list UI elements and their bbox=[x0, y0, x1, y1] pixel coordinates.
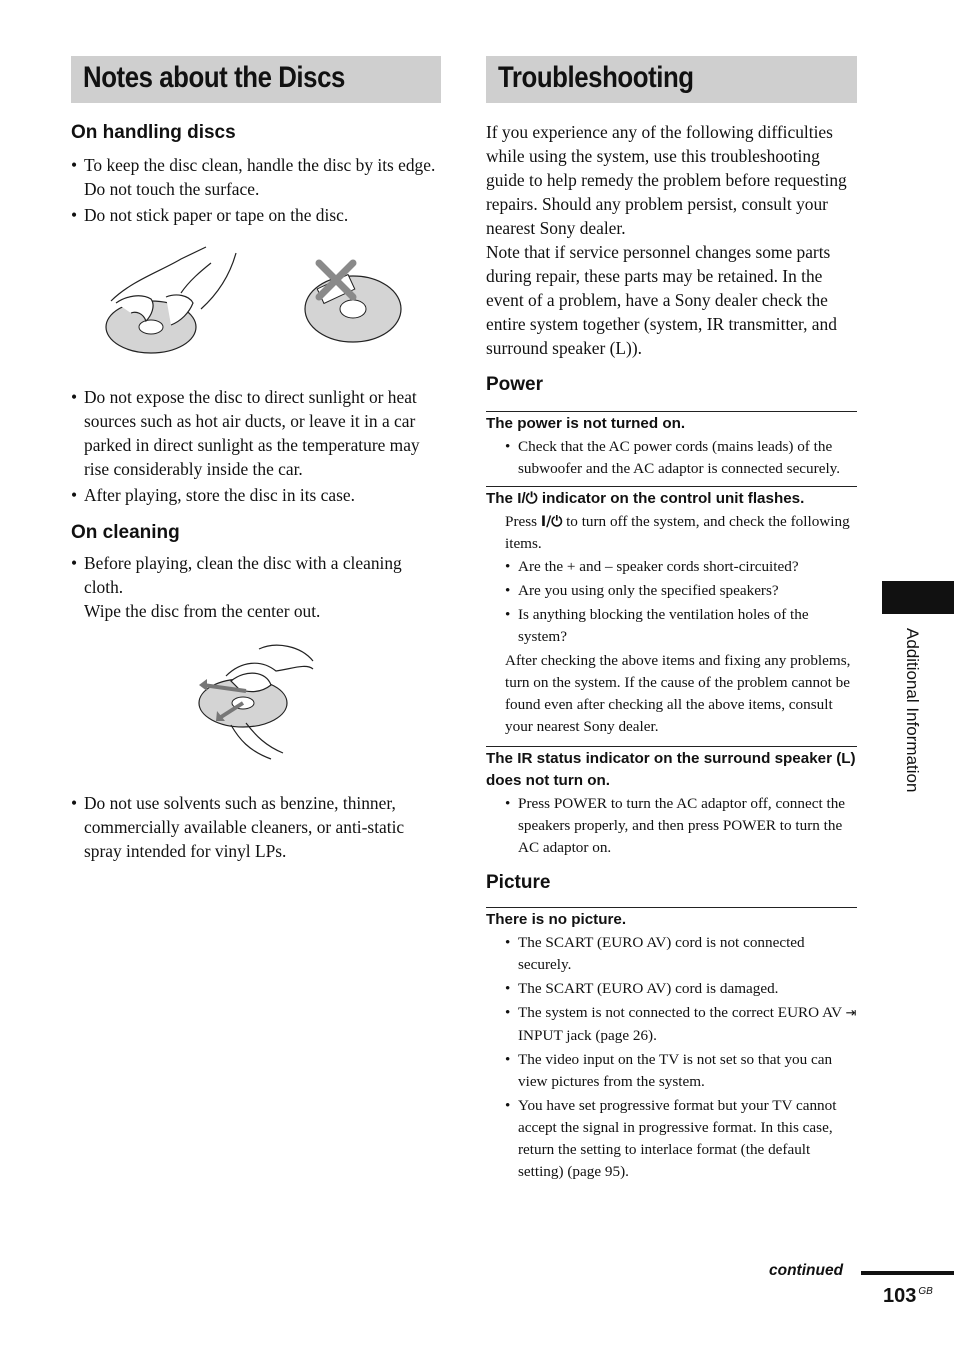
list-item: • Press POWER to turn the AC adaptor off, connect the speakers properly, and then press POWER to turn the AC adaptor on. bbox=[505, 793, 857, 859]
list-item bbox=[71, 551, 441, 623]
subheading-power: Power bbox=[486, 374, 544, 395]
cleaning-instruction: Before playing, clean the disc with a cleaning cloth. bbox=[84, 553, 402, 597]
list-item: • The video input on the TV is not set so that you can view pictures from the system. bbox=[505, 1049, 857, 1093]
cleaning-list-a bbox=[71, 551, 441, 623]
subheading-handling: On handling discs bbox=[71, 122, 236, 143]
input-icon: ⇥ bbox=[845, 1006, 857, 1021]
list-item: • To keep the disc clean, handle the disc by its edge. Do not touch the surface. bbox=[71, 153, 441, 201]
troubleshooting-column bbox=[486, 56, 857, 1185]
section-tab-label: Additional Information bbox=[903, 628, 922, 793]
continued-rule bbox=[861, 1271, 954, 1275]
page-number-value: 103 bbox=[883, 1285, 917, 1307]
list-item: • The SCART (EURO AV) cord is not connected securely. bbox=[505, 932, 857, 976]
section-title-bar bbox=[71, 56, 441, 103]
problem-title-text: indicator on the control unit flashes. bbox=[537, 490, 805, 507]
list-item-text: INPUT jack (page 26). bbox=[518, 1027, 657, 1044]
list-item: • Do not expose the disc to direct sunlight or heat sources such as hot air ducts, or leave it in a car parked in direct sunlight as the temperature may rise considerably inside the car. bbox=[71, 385, 441, 481]
page-number bbox=[883, 1285, 933, 1308]
checklist bbox=[486, 556, 857, 648]
cleaning-instruction-detail: Wipe the disc from the center out. bbox=[84, 601, 321, 621]
subheading-cleaning: On cleaning bbox=[71, 522, 180, 543]
problem-title: The power is not turned on. bbox=[486, 415, 686, 432]
list-item: • You have set progressive format but your TV cannot accept the signal in progressive format. In this case, return the setting to interlace format (the default setting) (page 95). bbox=[505, 1095, 857, 1183]
list-item-text: The system is not connected to the correct EURO AV bbox=[518, 1004, 846, 1021]
disc-cleaning-illustration bbox=[71, 641, 441, 771]
solution-list bbox=[486, 932, 857, 1183]
notes-column bbox=[71, 56, 441, 865]
solution-list bbox=[486, 436, 857, 480]
subheading-picture: Picture bbox=[486, 872, 551, 893]
problem-title bbox=[486, 488, 857, 510]
list-item: • Are you using only the specified speakers? bbox=[505, 580, 857, 602]
section-title-bar bbox=[486, 56, 857, 103]
list-item: • After playing, store the disc in its case. bbox=[71, 483, 441, 507]
problem-title-text: The bbox=[486, 490, 518, 507]
page-suffix: GB bbox=[918, 1286, 933, 1298]
intro-note: Note that if service personnel changes some parts during repair, these parts may be retained. In the event of a problem, have a Sony dealer check the entire system together (system, IR transmitter, and surround speaker (L)). bbox=[486, 242, 837, 358]
handling-list-b bbox=[71, 385, 441, 507]
solution-lead bbox=[486, 511, 857, 555]
list-item: • Is anything blocking the ventilation holes of the system? bbox=[505, 604, 857, 648]
section-title: Troubleshooting bbox=[498, 61, 694, 94]
solution-followup: After checking the above items and fixing any problems, turn on the system. If the cause of the problem cannot be found even after checking all the above items, consult your nearest Sony dealer. bbox=[505, 652, 851, 735]
list-item: • Are the + and – speaker cords short-circuited? bbox=[505, 556, 857, 578]
list-item: • Do not use solvents such as benzine, thinner, commercially available cleaners, or anti-static spray intended for vinyl LPs. bbox=[71, 791, 441, 863]
handling-list-a bbox=[71, 153, 441, 227]
section-title: Notes about the Discs bbox=[83, 61, 345, 94]
disc-handling-illustration bbox=[71, 241, 441, 371]
list-item: • Check that the AC power cords (mains leads) of the subwoofer and the AC adaptor is connected securely. bbox=[505, 436, 857, 480]
solution-list bbox=[486, 793, 857, 859]
power-icon: I/⏻ bbox=[517, 490, 538, 507]
solution-lead-text: Press bbox=[505, 513, 541, 530]
section-tab-marker bbox=[882, 581, 954, 614]
list-item: • The SCART (EURO AV) cord is damaged. bbox=[505, 978, 857, 1000]
cleaning-list-b bbox=[71, 791, 441, 863]
continued-label: continued bbox=[769, 1262, 844, 1279]
problem-title: The IR status indicator on the surround speaker (L) does not turn on. bbox=[486, 750, 856, 789]
list-item bbox=[505, 1002, 857, 1047]
intro-paragraph: If you experience any of the following difficulties while using the system, use this troubleshooting guide to help remedy the problem before requesting repairs. Should any problem persist, consult your nearest Sony dealer. bbox=[486, 122, 847, 238]
list-item: • Do not stick paper or tape on the disc. bbox=[71, 203, 441, 227]
power-icon: I/⏻ bbox=[540, 514, 563, 530]
solution-lead-text: to turn off the system, and check the following items. bbox=[505, 513, 850, 552]
problem-title: There is no picture. bbox=[486, 911, 627, 928]
